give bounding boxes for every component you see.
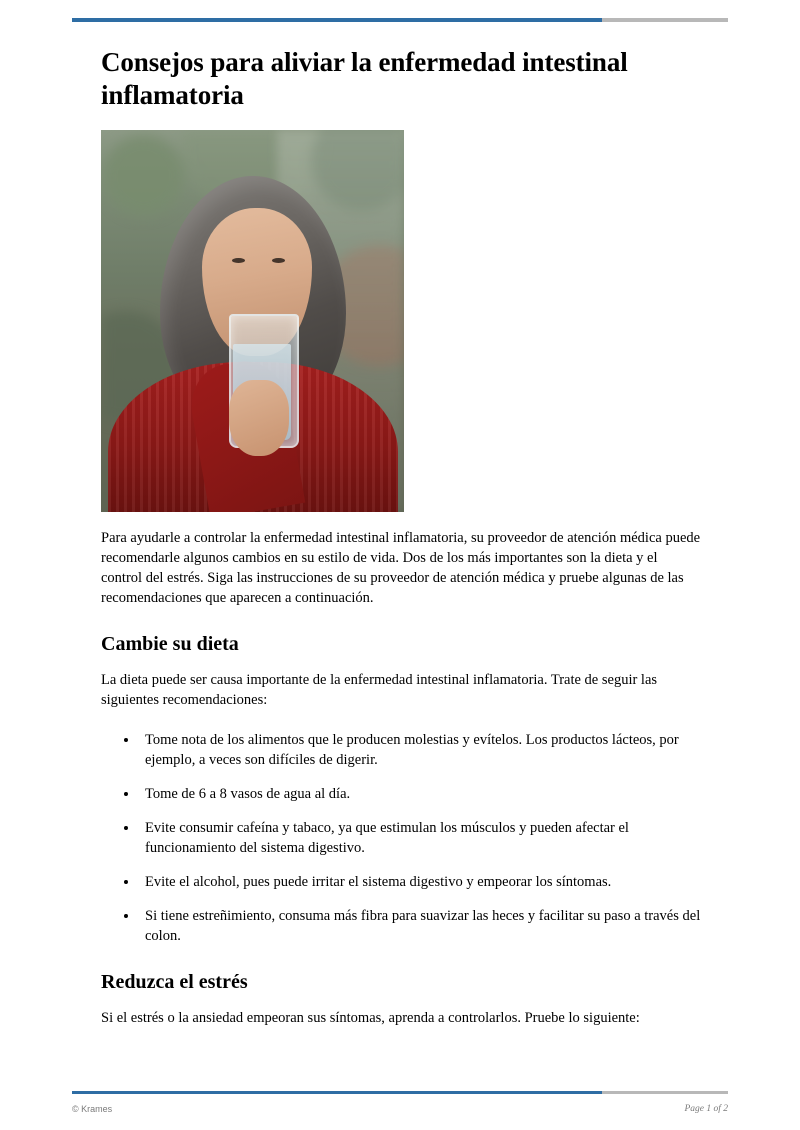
list-item: • Tome nota de los alimentos que le producen molestias y evítelos. Los productos lácteos, por ejemplo, a veces son difíciles de digerir. [139,730,701,770]
footer-rule [72,1091,728,1094]
photo-hand [229,380,289,456]
list-item: • Tome de 6 a 8 vasos de agua al día. [139,784,701,804]
hero-image [101,130,404,512]
list-item: • Si tiene estreñimiento, consuma más fibra para suavizar las heces y facilitar su paso a través del colon. [139,906,701,946]
header-rule-blue-segment [72,18,602,22]
header-rule-gray-segment [602,18,728,22]
list-item: • Evite consumir cafeína y tabaco, ya que estimulan los músculos y pueden afectar el funcionamiento del sistema digestivo. [139,818,701,858]
intro-paragraph: Para ayudarle a controlar la enfermedad intestinal inflamatoria, su proveedor de atención médica puede recomendarle algunos cambios en su estilo de vida. Dos de los más importantes son la dieta y el control del estrés. Siga las instrucciones de su proveedor de atención médica y pruebe algunas de las recomendaciones que aparecen a continuación. [101,530,701,606]
photo-left-eye [232,258,245,263]
section-intro-stress: Si el estrés o la ansiedad empeoran sus síntomas, aprenda a controlarlos. Pruebe lo siguiente: [101,1010,640,1026]
footer-rule-blue-segment [72,1091,602,1094]
section-intro-diet: La dieta puede ser causa importante de la enfermedad intestinal inflamatoria. Trate de seguir las siguientes recomendaciones: [101,672,658,708]
section-heading-diet: Cambie su dieta [101,633,239,655]
page-title: Consejos para aliviar la enfermedad intestinal inflamatoria [101,47,628,110]
page-number: Page 1 of 2 [684,1104,728,1114]
footer-rule-gray-segment [602,1091,728,1094]
page-footer [72,1104,728,1114]
document-content [101,46,701,1048]
copyright-text: © Krames [72,1104,113,1114]
list-item: • Evite el alcohol, pues puede irritar el sistema digestivo y empeorar los síntomas. [139,872,701,892]
photo-right-eye [272,258,285,263]
header-rule [72,18,728,22]
section-heading-stress: Reduzca el estrés [101,971,248,993]
diet-tips-list [101,730,701,946]
